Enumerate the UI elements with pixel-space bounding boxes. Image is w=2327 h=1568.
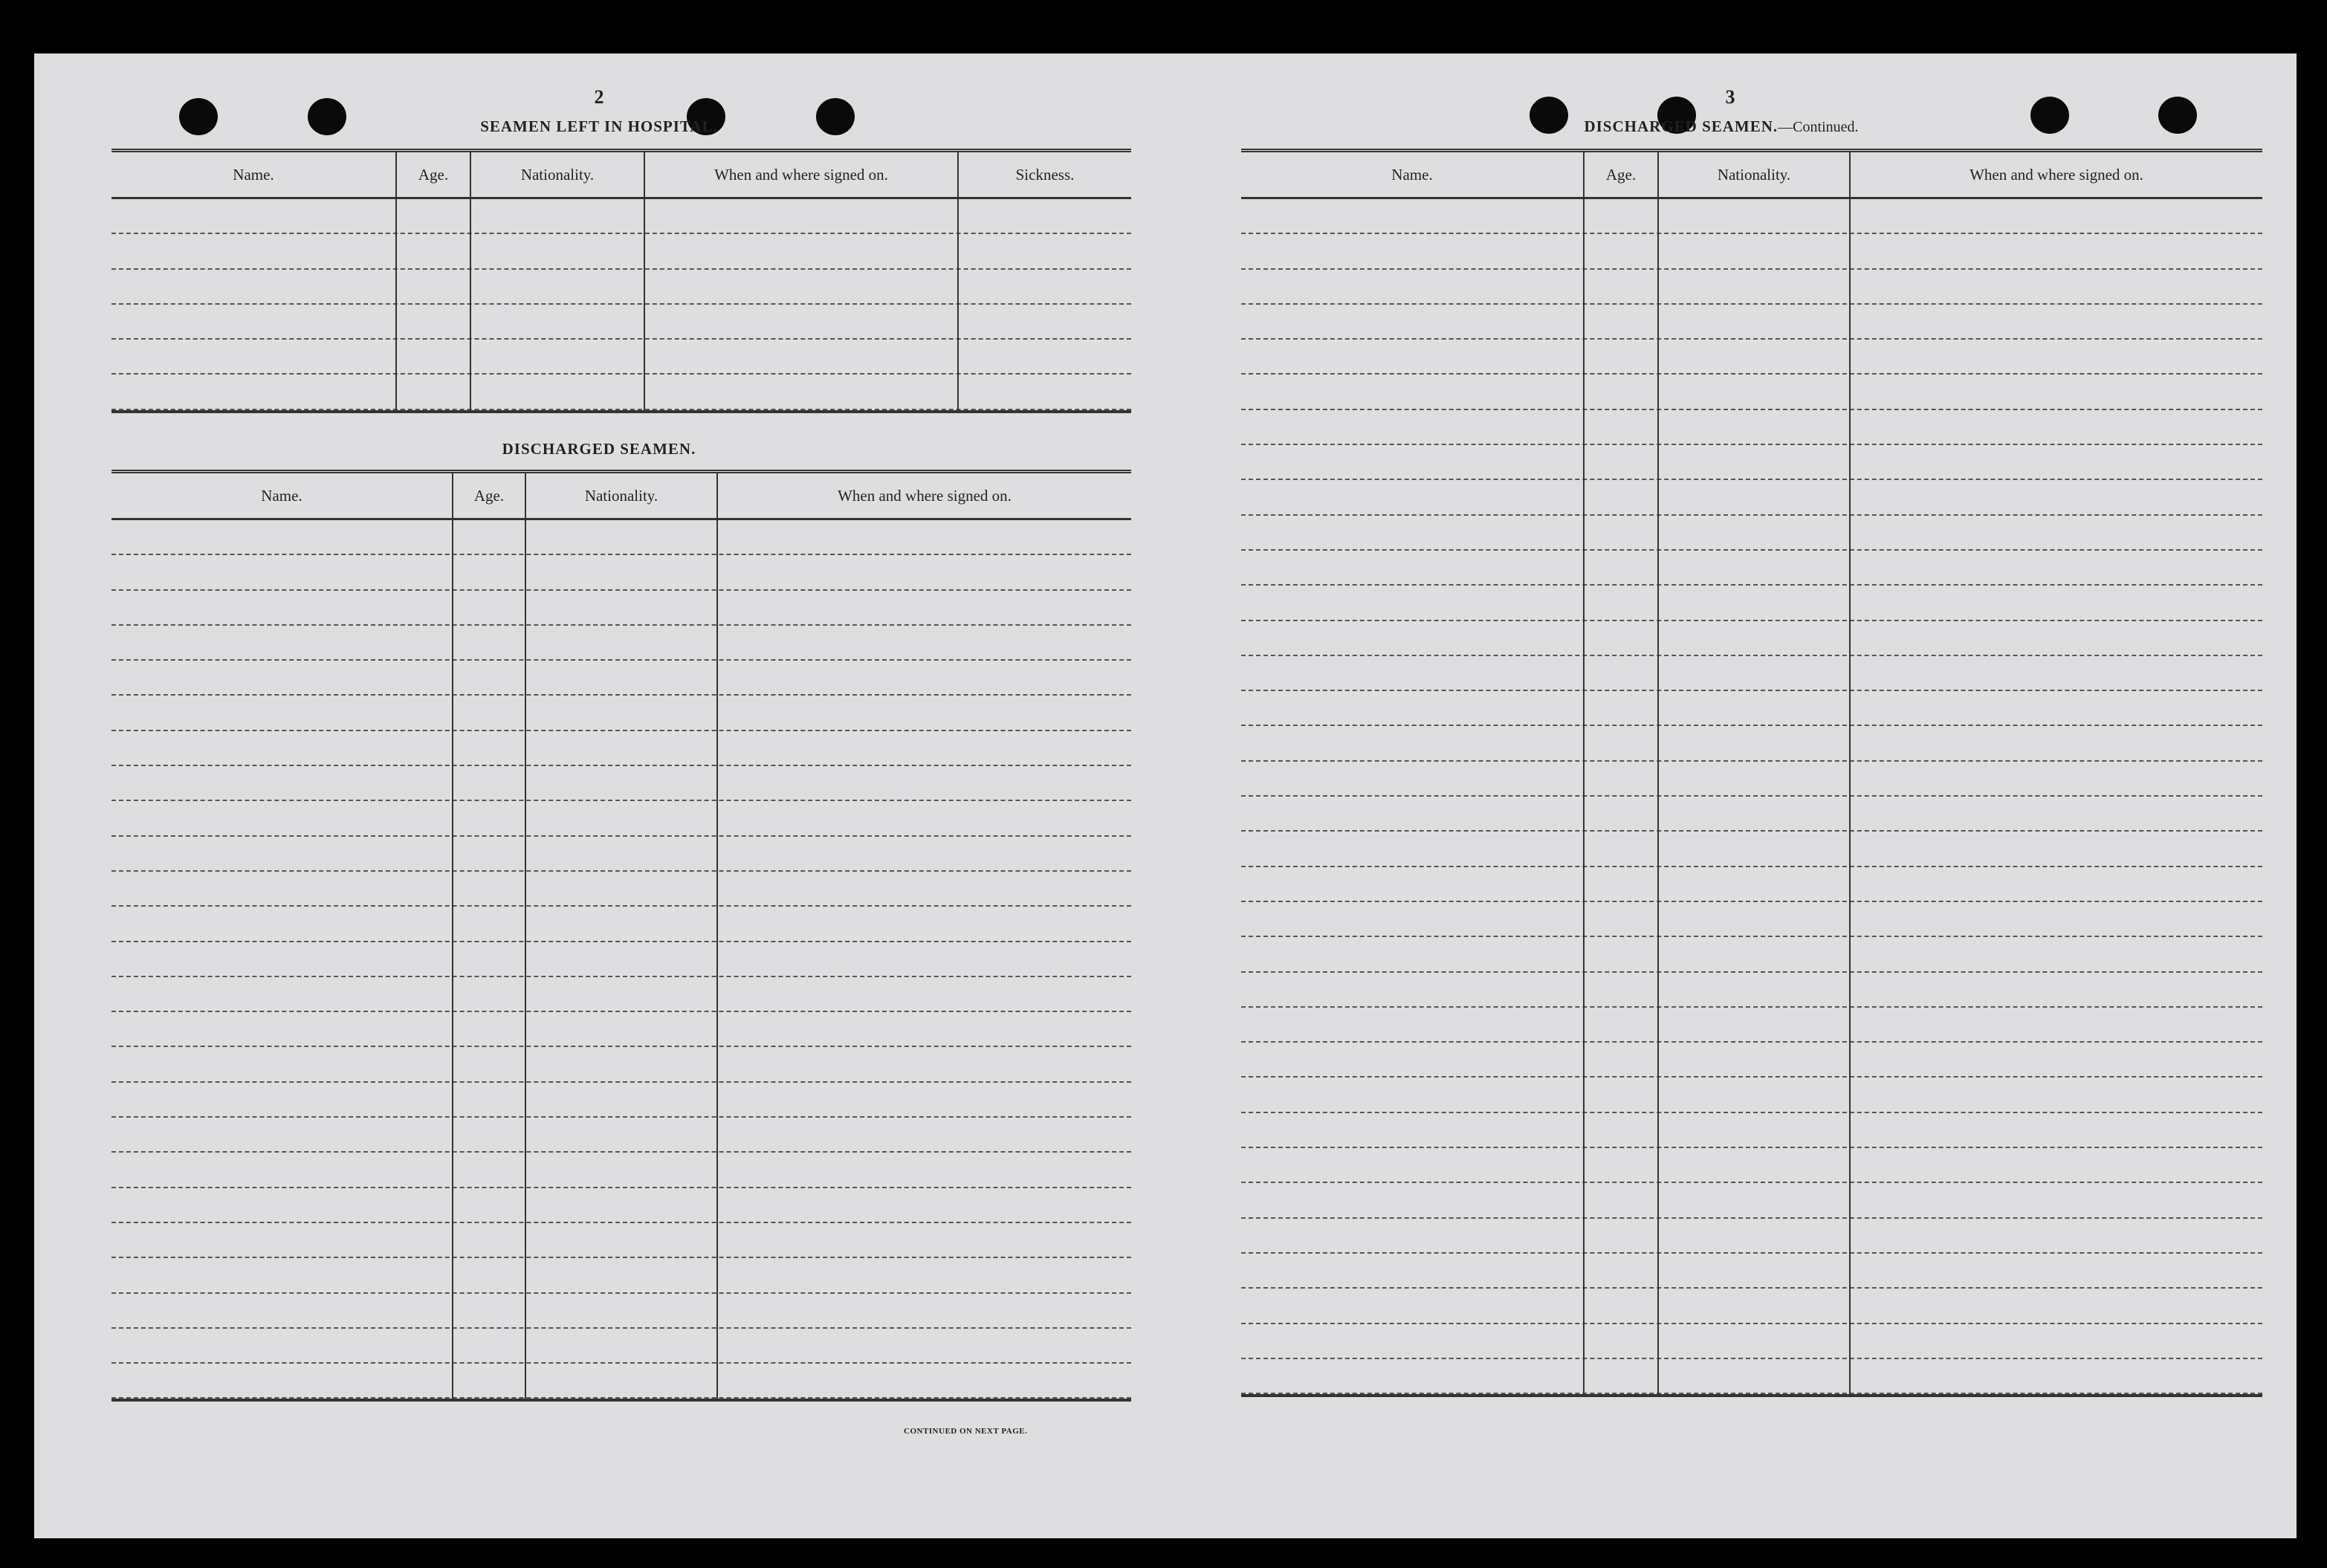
discharged-continued-table xyxy=(1241,149,2262,1397)
column-header-name: Name. xyxy=(111,152,397,197)
column-header-age: Age. xyxy=(1585,152,1659,197)
ledger-sheet xyxy=(34,54,2297,1538)
hospital-section-title: SEAMEN LEFT IN HOSPITAL. xyxy=(480,117,718,135)
column-header-nationality: Nationality. xyxy=(1659,152,1851,197)
column-header-name: Name. xyxy=(111,473,453,518)
punch-hole xyxy=(816,98,855,135)
column-header-age: Age. xyxy=(397,152,471,197)
continued-suffix: —Continued. xyxy=(1778,119,1859,135)
column-header-signed-on: When and where signed on. xyxy=(838,486,1012,505)
continued-note: CONTINUED ON NEXT PAGE. xyxy=(904,1427,1028,1436)
column-header-name: Name. xyxy=(1241,152,1585,197)
punch-hole xyxy=(308,98,346,135)
column-header-sickness: Sickness. xyxy=(1015,165,1075,184)
punch-hole xyxy=(2158,97,2197,134)
discharged-continued-title-main: DISCHARGED SEAMEN. xyxy=(1584,117,1779,135)
discharged-table xyxy=(111,470,1131,1402)
discharged-continued-title xyxy=(1558,117,1885,136)
right-page-number: 3 xyxy=(1725,86,1735,108)
punch-hole xyxy=(2030,97,2069,134)
discharged-table-header xyxy=(111,473,1131,520)
hospital-table-header xyxy=(111,152,1131,199)
hospital-table-body xyxy=(111,199,1131,410)
column-header-nationality: Nationality. xyxy=(526,473,718,518)
discharged-section-title: DISCHARGED SEAMEN. xyxy=(502,440,696,458)
left-page-number: 2 xyxy=(594,86,604,108)
discharged-table-body xyxy=(111,520,1131,1399)
discharged-continued-table-body xyxy=(1241,199,2262,1394)
column-header-signed-on: When and where signed on. xyxy=(645,152,959,197)
column-header-signed-on: When and where signed on. xyxy=(1970,165,2143,184)
column-header-age: Age. xyxy=(453,473,526,518)
discharged-continued-table-header xyxy=(1241,152,2262,199)
hospital-table xyxy=(111,149,1131,413)
column-header-nationality: Nationality. xyxy=(471,152,645,197)
punch-hole xyxy=(179,98,218,135)
